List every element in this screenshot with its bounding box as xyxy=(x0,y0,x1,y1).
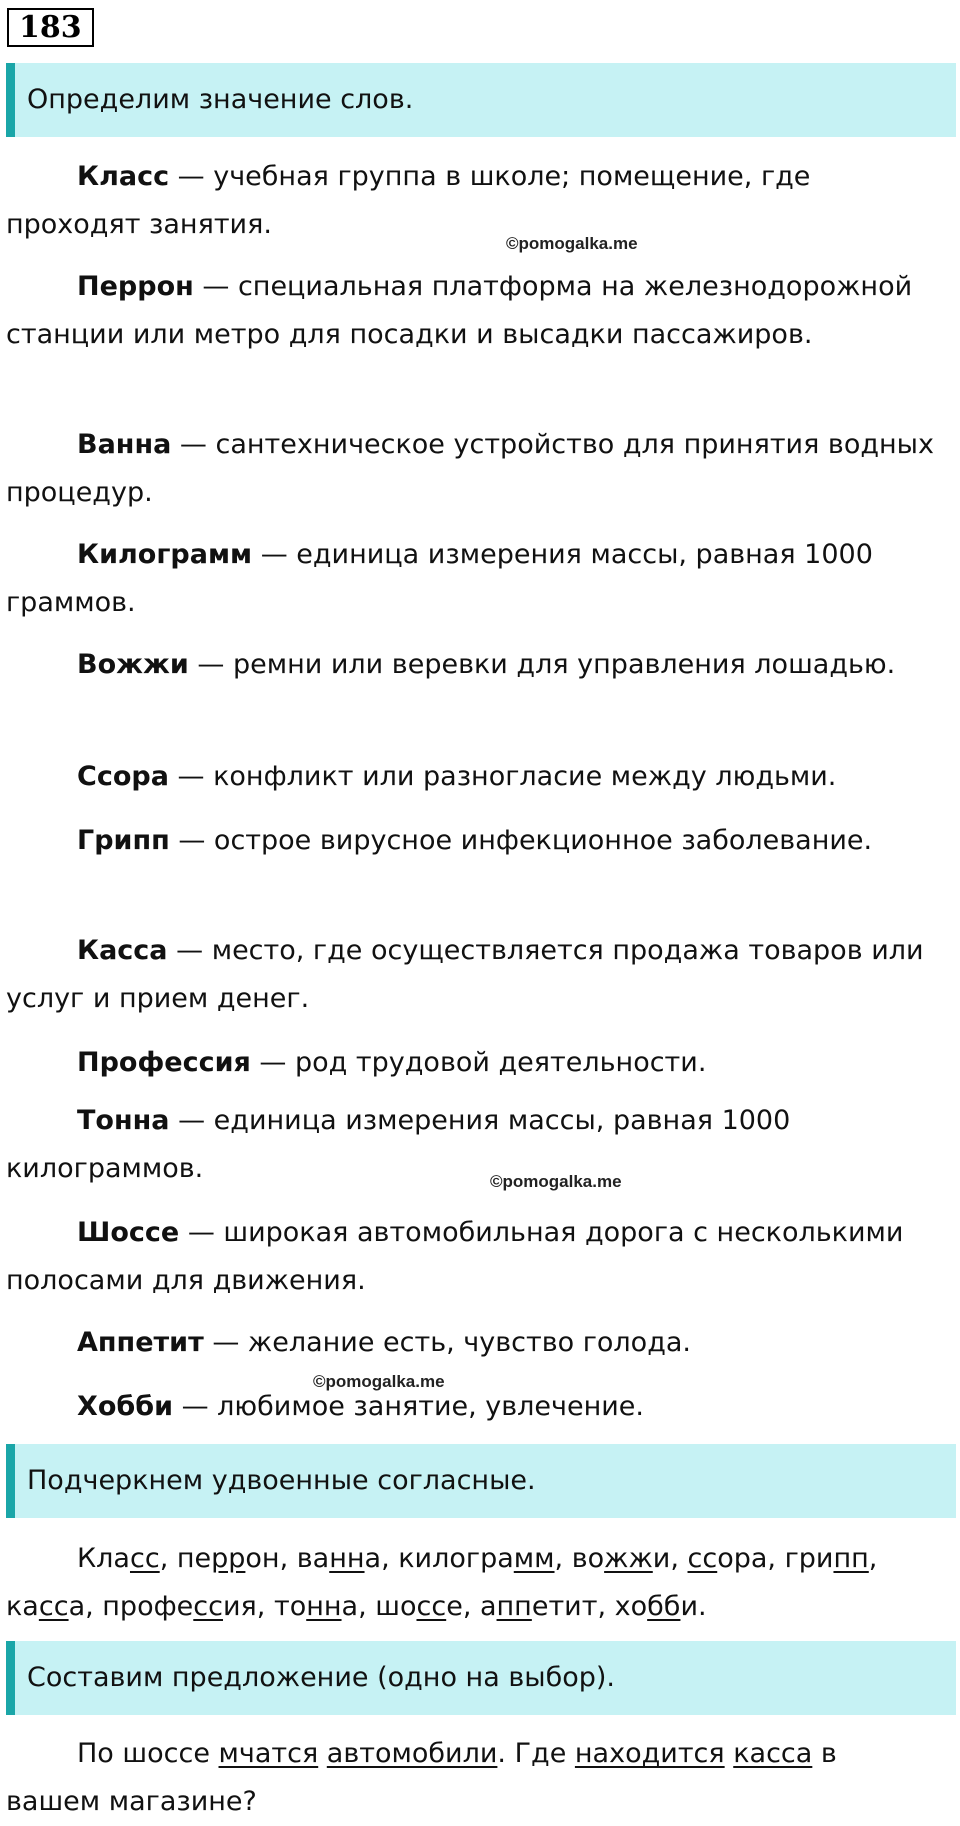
definition-term: Перрон xyxy=(77,271,194,302)
definition-item xyxy=(6,1319,936,1367)
double-consonant-underline: нн xyxy=(306,1591,342,1622)
definition-text: — острое вирусное инфекционное заболевание. xyxy=(169,825,873,856)
word-part: , xyxy=(767,1543,785,1574)
word-part: , xyxy=(279,1543,297,1574)
sentence-text: в вашем магазине? xyxy=(6,1738,837,1817)
word-part: ия xyxy=(223,1591,257,1622)
watermark: ©pomogalka.me xyxy=(313,1372,445,1391)
task-number: 183 xyxy=(7,8,94,47)
definition-term: Аппетит xyxy=(77,1327,204,1358)
definition-item xyxy=(6,927,936,1023)
definition-item xyxy=(6,1383,936,1431)
word-part: , xyxy=(462,1591,480,1622)
double-consonant-underline: пп xyxy=(496,1591,532,1622)
definition-item xyxy=(6,263,936,359)
double-consonant-underline: жж xyxy=(604,1543,653,1574)
word-part: Кла xyxy=(77,1543,130,1574)
definition-text: — любимое занятие, увлечение. xyxy=(173,1391,644,1422)
definition-item xyxy=(6,1209,936,1305)
double-consonant-underline: сс xyxy=(687,1543,718,1574)
section-banner-definitions: Определим значение слов. xyxy=(6,63,956,137)
word-part: гри xyxy=(784,1543,834,1574)
word-part: етит xyxy=(531,1591,598,1622)
definition-term: Класс xyxy=(77,161,170,192)
definition-term: Килограмм xyxy=(77,539,253,570)
definition-item xyxy=(6,753,936,801)
definition-item xyxy=(6,421,936,517)
sentence-text: . Где xyxy=(497,1738,575,1769)
double-consonant-words xyxy=(6,1535,936,1631)
watermark: ©pomogalka.me xyxy=(506,234,638,253)
word-item xyxy=(688,1543,785,1574)
double-consonant-underline: сс xyxy=(193,1591,223,1622)
definition-text: — широкая автомобильная дорога с несколькими полосами для движения. xyxy=(6,1217,904,1296)
definition-term: Ссора xyxy=(77,761,169,792)
word-part: . xyxy=(698,1591,707,1622)
double-consonant-underline: бб xyxy=(647,1591,681,1622)
definition-item xyxy=(6,1039,936,1087)
word-item xyxy=(398,1543,571,1574)
word-part: во xyxy=(571,1543,605,1574)
word-item xyxy=(615,1591,707,1622)
double-consonant-underline: сс xyxy=(38,1591,69,1622)
sentence-space xyxy=(318,1738,327,1769)
definition-term: Шоссе xyxy=(77,1217,180,1248)
definition-item xyxy=(6,531,936,627)
word-part: , xyxy=(554,1543,572,1574)
word-part: е xyxy=(446,1591,463,1622)
definition-text: — конфликт или разногласие между людьми. xyxy=(168,761,837,792)
double-consonant-underline: сс xyxy=(416,1591,447,1622)
subject-underline: автомобили xyxy=(326,1738,498,1769)
word-part: , xyxy=(670,1543,688,1574)
definition-text: — учебная группа в школе; помещение, где проходят занятия. xyxy=(6,161,811,240)
word-part: и xyxy=(652,1543,671,1574)
word-part: , xyxy=(868,1543,878,1574)
word-part: ора xyxy=(717,1543,768,1574)
double-consonant-underline: нн xyxy=(329,1543,365,1574)
definition-text: — род трудовой деятельности. xyxy=(250,1047,707,1078)
definition-text: — ремни или веревки для управления лошадью. xyxy=(188,649,896,680)
word-item xyxy=(785,1543,878,1574)
definition-term: Ванна xyxy=(77,429,172,460)
word-part: а xyxy=(364,1543,382,1574)
word-part: , xyxy=(597,1591,615,1622)
definition-text: — сантехническое устройство для принятия водных процедур. xyxy=(6,429,934,508)
word-item xyxy=(77,1543,177,1574)
watermark: ©pomogalka.me xyxy=(490,1172,622,1191)
word-part: хо xyxy=(614,1591,648,1622)
definition-term: Вожжи xyxy=(77,649,189,680)
word-part: а xyxy=(479,1591,497,1622)
word-part: , xyxy=(381,1543,399,1574)
word-part: , xyxy=(85,1591,103,1622)
definition-text: — место, где осуществляется продажа товаров или услуг и прием денег. xyxy=(6,935,924,1014)
word-item xyxy=(6,1591,102,1622)
word-item xyxy=(375,1591,480,1622)
word-part: шо xyxy=(375,1591,417,1622)
word-item xyxy=(572,1543,688,1574)
word-part: килогра xyxy=(398,1543,514,1574)
double-consonant-underline: сс xyxy=(129,1543,160,1574)
word-item xyxy=(480,1591,615,1622)
word-item xyxy=(102,1591,274,1622)
word-part: ва xyxy=(296,1543,330,1574)
subject-underline: касса xyxy=(733,1738,813,1769)
section-banner-sentence: Составим предложение (одно на выбор). xyxy=(6,1641,956,1715)
word-item xyxy=(274,1591,375,1622)
definition-item xyxy=(6,153,936,249)
word-part: то xyxy=(273,1591,307,1622)
definition-term: Профессия xyxy=(77,1047,251,1078)
word-item xyxy=(177,1543,297,1574)
predicate-underline: мчатся xyxy=(218,1738,319,1769)
definition-item xyxy=(6,641,936,689)
definition-text: — специальная платформа на железнодорожной станции или метро для посадки и высадки пассажиров. xyxy=(6,271,913,350)
predicate-underline: находится xyxy=(574,1738,725,1769)
double-consonant-underline: рр xyxy=(211,1543,246,1574)
sentence-space xyxy=(725,1738,734,1769)
word-part: а xyxy=(341,1591,359,1622)
definition-item xyxy=(6,817,936,865)
sentence-text: По шоссе xyxy=(77,1738,219,1769)
definition-term: Тонна xyxy=(77,1105,170,1136)
definition-term: Грипп xyxy=(77,825,170,856)
word-part: ка xyxy=(6,1591,39,1622)
double-consonant-underline: пп xyxy=(833,1543,869,1574)
definition-text: — единица измерения массы, равная 1000 граммов. xyxy=(6,539,873,618)
section-banner-double-consonants: Подчеркнем удвоенные согласные. xyxy=(6,1444,956,1518)
definition-text: — единица измерения массы, равная 1000 килограммов. xyxy=(6,1105,791,1184)
word-part: , xyxy=(159,1543,177,1574)
word-part: пе xyxy=(176,1543,212,1574)
definition-item xyxy=(6,1097,936,1193)
definition-term: Хобби xyxy=(77,1391,173,1422)
word-item xyxy=(297,1543,399,1574)
word-part: он xyxy=(245,1543,280,1574)
word-part: профе xyxy=(102,1591,194,1622)
example-sentences xyxy=(6,1730,936,1826)
word-part: а xyxy=(68,1591,86,1622)
definition-text: — желание есть, чувство голода. xyxy=(203,1327,691,1358)
word-part: , xyxy=(256,1591,274,1622)
word-part: , xyxy=(358,1591,376,1622)
definition-term: Касса xyxy=(77,935,168,966)
double-consonant-underline: мм xyxy=(513,1543,555,1574)
word-part: и xyxy=(680,1591,699,1622)
